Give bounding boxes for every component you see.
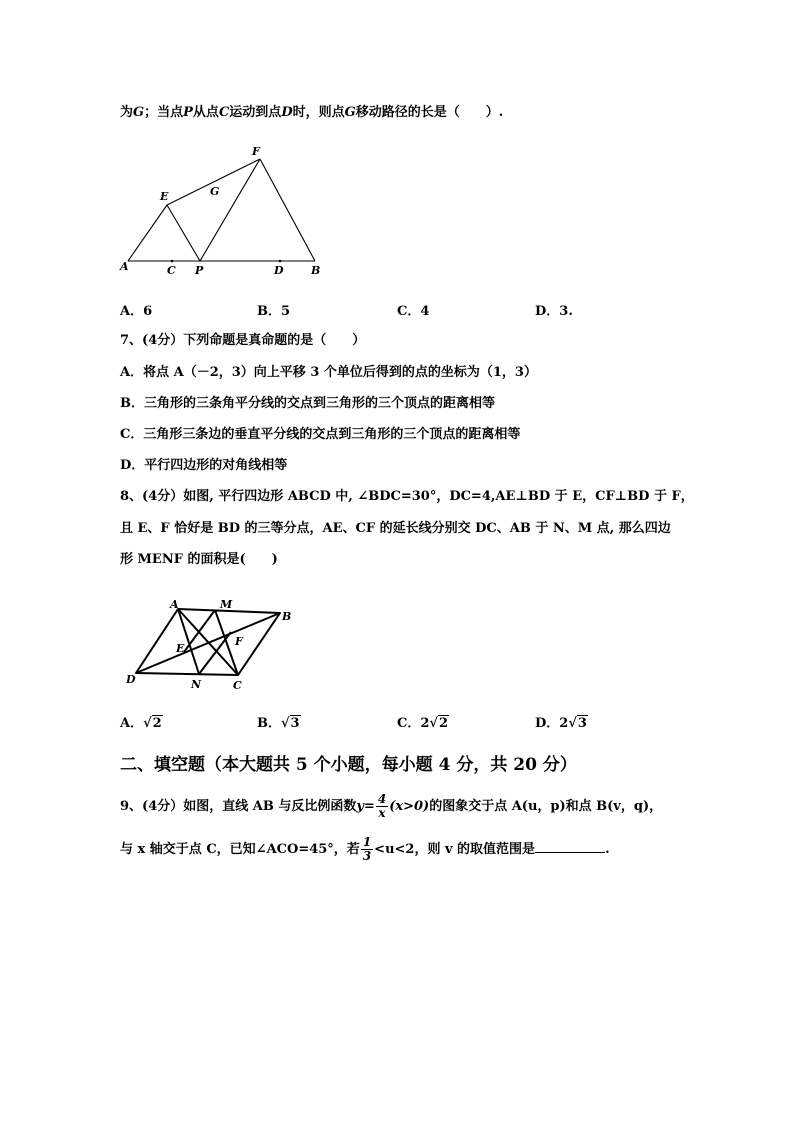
- label-a: A: [170, 598, 179, 611]
- label-c: C: [233, 679, 242, 692]
- point-g: G: [344, 105, 356, 120]
- q8-option-d: D．2√3: [535, 716, 587, 731]
- q8-option-b: B．√3: [257, 716, 300, 731]
- q8-option-a: A．√2: [120, 716, 162, 731]
- label-e: E: [160, 190, 169, 203]
- q6-tail-line: [120, 104, 503, 122]
- section-heading: 二、填空题（本大题共 5 个小题，每小题 4 分，共 20 分）: [120, 755, 577, 775]
- func-y: y=: [356, 799, 375, 814]
- answer-blank[interactable]: [535, 840, 605, 853]
- segment-ae: [128, 205, 167, 261]
- q6-option-b: B．5: [257, 304, 291, 319]
- segment-fb: [260, 159, 315, 261]
- point-c-dot: [171, 260, 174, 263]
- q6-option-c: C．4: [397, 304, 430, 319]
- label-d: D: [274, 264, 284, 277]
- label-p: P: [195, 264, 204, 277]
- label-a: A: [120, 260, 129, 273]
- label-f: F: [235, 635, 243, 648]
- figure-parallelogram: [120, 595, 310, 695]
- q6-text: 时，则点: [292, 105, 345, 120]
- label-n: N: [191, 678, 202, 691]
- q6-text: 从点: [192, 105, 219, 120]
- q7-stem: 7、(4分）下列命题是真命题的是（ ）: [120, 333, 366, 348]
- q6-text: 移动路径的长是（ ）.: [355, 105, 504, 120]
- sqrt-sign: √2: [429, 716, 448, 731]
- q9-line-2: 与 x 轴交于点 C，已知∠ACO=45°，若 $\frac{1}{3}$ <u<2，则 v 的取值范围是 .: [120, 835, 610, 863]
- point-p: P: [183, 105, 193, 120]
- q6-text: 运动到点: [229, 105, 282, 120]
- label-e: E: [176, 642, 185, 655]
- q8-options: [120, 712, 640, 730]
- diagonal-bd: [136, 613, 280, 673]
- label-m: M: [220, 598, 233, 611]
- sqrt-sign: √3: [281, 716, 300, 731]
- point-g: G: [133, 105, 145, 120]
- q8-line-1: 8、(4分）如图, 平行四边形 ABCD 中, ∠BDC=30°，DC=4,AE⊥BD 于 E，CF⊥BD 于 F，: [120, 489, 694, 504]
- func-condition: (x>0): [389, 799, 430, 814]
- q7-option-a: A．将点 A（－2，3）向上平移 3 个单位后得到的点的坐标为（1，3）: [120, 365, 537, 380]
- q8-option-c: C．2√2: [397, 716, 448, 731]
- q7-option-b: B．三角形的三条角平分线的交点到三角形的三个顶点的距离相等: [120, 396, 495, 411]
- sqrt-sign: √2: [143, 716, 162, 731]
- q6-options: [120, 300, 640, 318]
- label-b: B: [311, 264, 321, 277]
- label-g: G: [210, 185, 220, 198]
- label-d: D: [126, 673, 136, 686]
- label-f: F: [252, 145, 260, 158]
- label-c: C: [167, 264, 176, 277]
- q6-text: 为: [120, 105, 134, 120]
- sqrt-sign: √3: [568, 716, 587, 731]
- point-c: C: [218, 105, 230, 120]
- q6-option-a: A．6: [120, 304, 153, 319]
- label-b: B: [282, 610, 292, 623]
- point-d-dot: [279, 260, 282, 263]
- q7-option-d: D．平行四边形的对角线相等: [120, 458, 288, 473]
- fraction-1-over-3: $\frac{1}{3}$: [362, 835, 372, 863]
- point-d: D: [281, 105, 293, 120]
- figure-triangles: [110, 135, 340, 285]
- fraction-4-over-x: $\frac{4}{x}$: [377, 792, 387, 820]
- q8-line-3: 形 MENF 的面积是( ): [120, 552, 278, 567]
- q6-option-d: D．3.: [535, 304, 573, 319]
- q6-text: ；当点: [144, 105, 184, 120]
- q9-line-1: 9、(4分）如图，直线 AB 与反比例函数y= $\frac{4}{x}$ (x>0)的图象交于点 A(u，p)和点 B(v，q)，: [120, 792, 663, 820]
- segment-ep: [167, 205, 200, 261]
- q7-option-c: C．三角形三条边的垂直平分线的交点到三角形的三个顶点的距离相等: [120, 427, 521, 442]
- q8-line-2: 且 E、F 恰好是 BD 的三等分点，AE、CF 的延长线分别交 DC、AB 于 N、M 点, 那么四边: [120, 521, 671, 536]
